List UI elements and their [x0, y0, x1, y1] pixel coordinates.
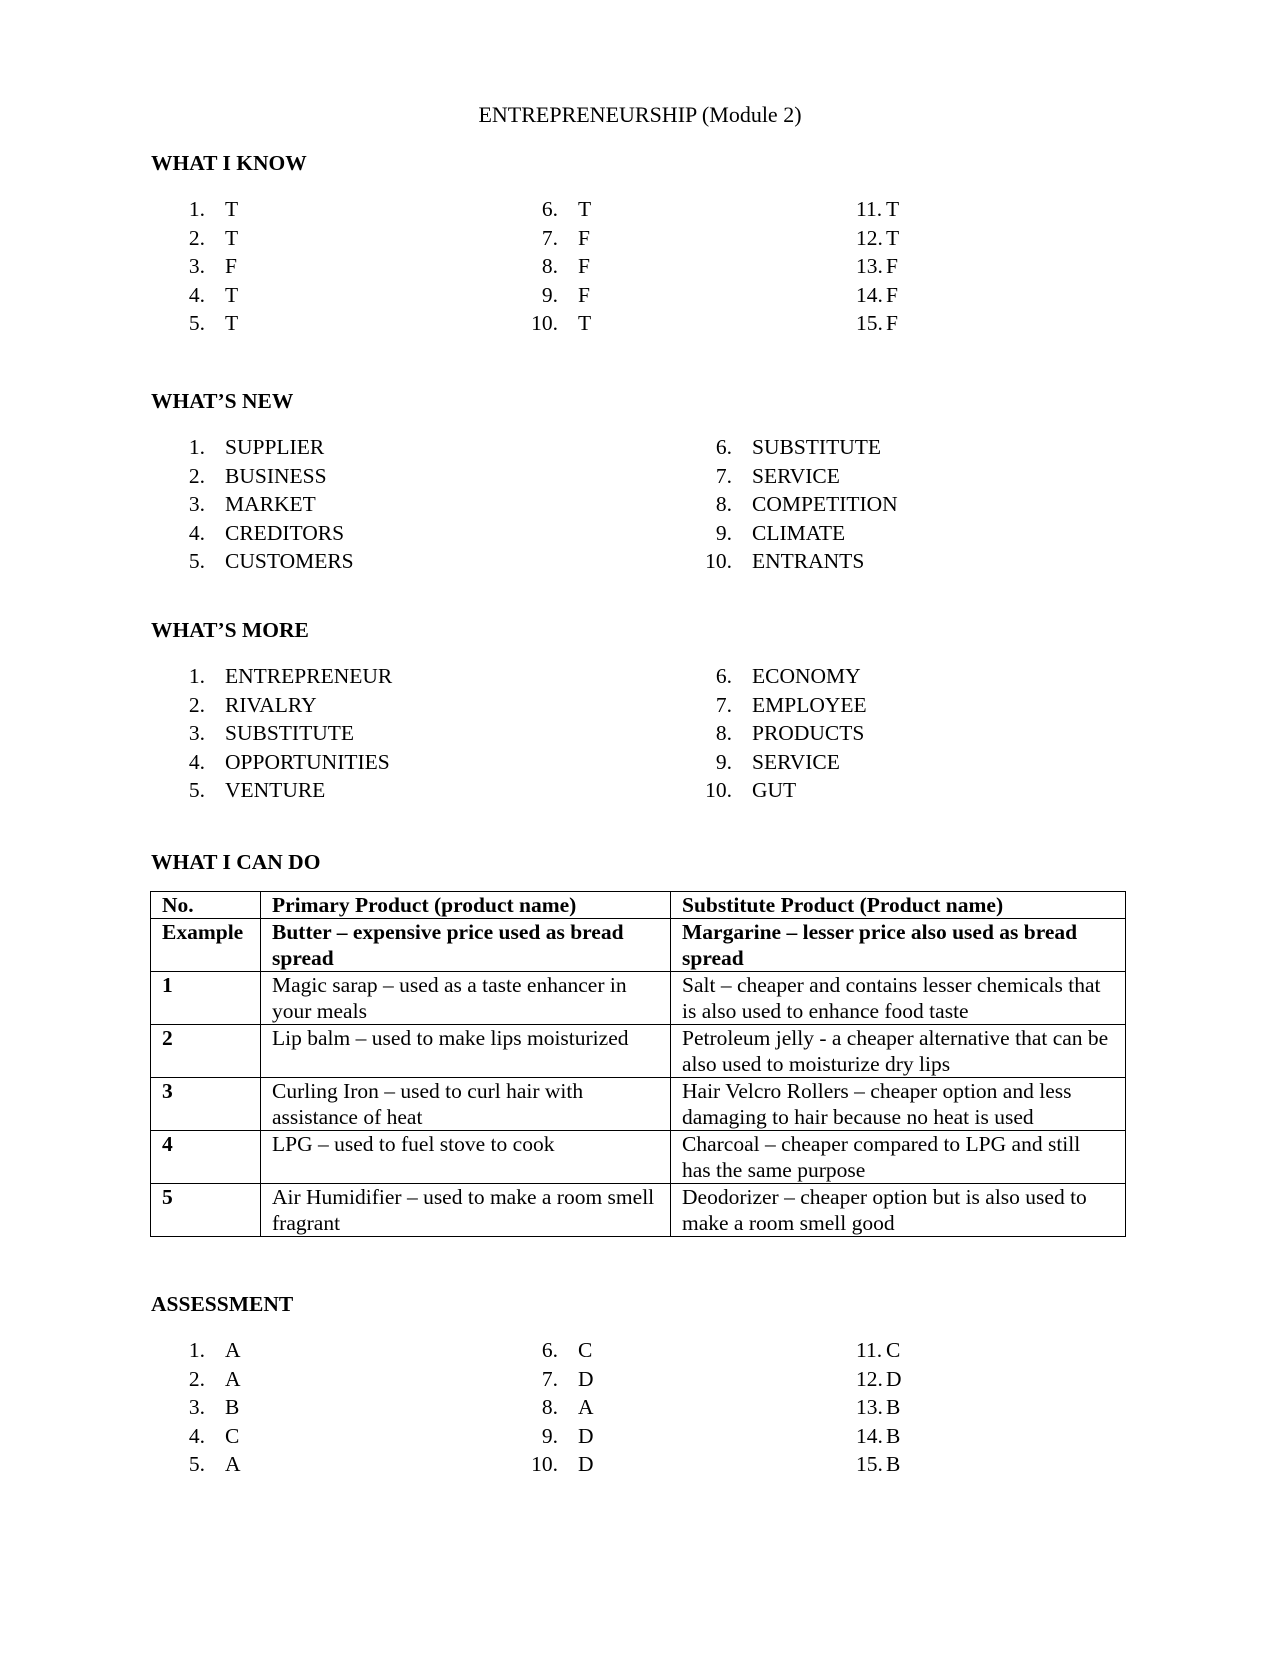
answer-text: C — [578, 1338, 593, 1362]
cell-substitute-product: Margarine – lesser price also used as bread spread — [671, 919, 1126, 972]
answer-text: T — [578, 197, 592, 221]
table-row — [151, 1131, 1126, 1184]
answer-item — [151, 778, 326, 809]
answer-number: 7. — [541, 1366, 558, 1391]
answer-number: 3. — [188, 492, 205, 516]
answer-item — [504, 1395, 594, 1426]
cell-substitute-product: Salt – cheaper and contains lesser chemicals that is also used to enhance food taste — [671, 972, 1126, 1025]
answer-number: 2. — [188, 225, 205, 250]
whats-more-col-2 — [678, 664, 867, 809]
answer-text: GUT — [752, 778, 797, 802]
answer-item — [151, 463, 327, 495]
answer-text: A — [225, 1452, 241, 1476]
section-heading-assessment: ASSESSMENT — [151, 1292, 294, 1316]
cell-primary-product: Air Humidifier – used to make a room smell fragrant — [261, 1184, 671, 1237]
answer-text: T — [886, 225, 900, 250]
answer-item — [151, 1338, 241, 1369]
answer-number: 7. — [541, 225, 558, 250]
answer-text: CREDITORS — [225, 520, 345, 545]
answer-text: BUSINESS — [225, 463, 327, 488]
answer-text: C — [225, 1423, 240, 1448]
answer-number: 6. — [715, 664, 732, 688]
answer-number: 4. — [188, 282, 205, 307]
answer-item — [504, 197, 592, 228]
answer-number: 10. — [705, 549, 732, 573]
section-heading-what-i-can-do: WHAT I CAN DO — [151, 850, 321, 874]
whats-new-col-2 — [678, 435, 898, 580]
answer-item — [151, 692, 317, 724]
answer-item — [151, 520, 345, 552]
section-heading-whats-new: WHAT’S NEW — [151, 389, 294, 413]
answer-text: ENTREPRENEUR — [225, 664, 393, 688]
answer-number: 8. — [715, 721, 732, 745]
cell-substitute-product: Deodorizer – cheaper option but is also used to make a room smell good — [671, 1184, 1126, 1237]
answer-number: 7. — [715, 692, 732, 717]
answer-item — [504, 254, 590, 285]
answer-item — [151, 664, 393, 695]
answer-number: 9. — [541, 1423, 558, 1448]
cell-primary-product: Butter – expensive price used as bread spread — [261, 919, 671, 972]
cell-number: Example — [151, 919, 261, 972]
answer-number: 3. — [188, 1395, 205, 1419]
answer-text: F — [886, 282, 898, 307]
what-i-know-col-1 — [151, 197, 239, 342]
answer-number: 5. — [188, 1452, 205, 1476]
answer-text: T — [225, 282, 239, 307]
answer-item — [151, 311, 239, 342]
cell-number: 3 — [151, 1078, 261, 1131]
answer-text: SUBSTITUTE — [752, 435, 881, 459]
answer-text: MARKET — [225, 492, 316, 516]
answer-item — [151, 549, 354, 580]
answer-number: 3. — [188, 254, 205, 278]
answer-number: 1. — [188, 1338, 205, 1362]
answer-text: OPPORTUNITIES — [225, 749, 390, 774]
answer-text: A — [578, 1395, 594, 1419]
answer-item — [678, 721, 865, 752]
answer-item — [678, 435, 881, 466]
answer-item — [678, 692, 867, 724]
answer-number: 9. — [541, 282, 558, 307]
answer-number: 2. — [188, 463, 205, 488]
answer-item — [151, 1423, 240, 1455]
answer-item — [504, 282, 590, 314]
answer-text: RIVALRY — [225, 692, 317, 717]
answer-text: T — [225, 225, 239, 250]
answer-number: 9. — [715, 749, 732, 774]
answer-number: 5. — [188, 778, 205, 802]
answer-item — [678, 749, 840, 781]
answer-text: T — [886, 197, 900, 221]
answer-number: 7. — [715, 463, 732, 488]
answer-text: T — [225, 197, 239, 221]
answer-number: 10. — [531, 1452, 558, 1476]
answer-text: B — [886, 1395, 901, 1419]
answer-item — [504, 1423, 594, 1455]
answer-item — [504, 1452, 594, 1483]
answer-text: SUPPLIER — [225, 435, 325, 459]
answer-number: 4. — [188, 749, 205, 774]
answer-text: F — [886, 311, 898, 335]
answer-text: F — [578, 282, 590, 307]
cell-primary-product: Magic sarap – used as a taste enhancer in your meals — [261, 972, 671, 1025]
answer-text: SUBSTITUTE — [225, 721, 354, 745]
cell-number: 4 — [151, 1131, 261, 1184]
answer-number: 3. — [188, 721, 205, 745]
answer-number: 8. — [541, 254, 558, 278]
answer-item — [504, 225, 590, 257]
answer-item — [151, 282, 239, 314]
cell-primary-product: Lip balm – used to make lips moisturized — [261, 1025, 671, 1078]
answer-number: 10. — [531, 311, 558, 335]
cell-primary-product: Curling Iron – used to curl hair with assistance of heat — [261, 1078, 671, 1131]
answer-text: CLIMATE — [752, 520, 846, 545]
table-row — [151, 1184, 1126, 1237]
answer-number: 1. — [188, 664, 205, 688]
answer-item — [678, 492, 898, 523]
cell-number: 1 — [151, 972, 261, 1025]
answer-text: F — [886, 254, 898, 278]
answer-text: D — [578, 1423, 594, 1448]
answer-text: D — [578, 1452, 594, 1476]
answer-item — [151, 492, 316, 523]
answer-number: 2. — [188, 1366, 205, 1391]
answer-item — [151, 225, 239, 257]
answer-text: B — [886, 1452, 901, 1476]
cell-number: 5 — [151, 1184, 261, 1237]
answer-text: B — [225, 1395, 240, 1419]
table-row — [151, 1078, 1126, 1131]
answer-text: C — [886, 1338, 901, 1362]
answer-number: 1. — [188, 435, 205, 459]
cell-number: No. — [151, 892, 261, 919]
answer-text: A — [225, 1338, 241, 1362]
answer-item — [678, 664, 861, 695]
answer-item — [678, 463, 840, 495]
answer-item — [151, 721, 354, 752]
table-example-row — [151, 919, 1126, 972]
table-row — [151, 1025, 1126, 1078]
answer-item — [678, 778, 797, 809]
answer-text: B — [886, 1423, 901, 1448]
answer-text: F — [225, 254, 237, 278]
assessment-col-2 — [504, 1338, 594, 1483]
answer-text: T — [225, 311, 239, 335]
answer-text: F — [578, 254, 590, 278]
answer-number: 4. — [188, 1423, 205, 1448]
cell-substitute-product: Petroleum jelly - a cheaper alternative that can be also used to moisturize dry lips — [671, 1025, 1126, 1078]
answer-text: A — [225, 1366, 241, 1391]
answer-text: VENTURE — [225, 778, 326, 802]
answer-number: 2. — [188, 692, 205, 717]
answer-number: 8. — [541, 1395, 558, 1419]
cell-primary-product: LPG – used to fuel stove to cook — [261, 1131, 671, 1184]
answer-item — [151, 749, 390, 781]
answer-number: 5. — [188, 549, 205, 573]
section-heading-whats-more: WHAT’S MORE — [151, 618, 309, 642]
cell-substitute-product: Charcoal – cheaper compared to LPG and still has the same purpose — [671, 1131, 1126, 1184]
answer-item — [504, 311, 592, 342]
answer-item — [151, 254, 237, 285]
section-heading-what-i-know: WHAT I KNOW — [151, 151, 307, 175]
answer-text: D — [578, 1366, 594, 1391]
answer-number: 5. — [188, 311, 205, 335]
answer-item — [151, 435, 325, 466]
table-header-row — [151, 892, 1126, 919]
cell-primary-product: Primary Product (product name) — [261, 892, 671, 919]
answer-number: 6. — [715, 435, 732, 459]
answer-number: 8. — [715, 492, 732, 516]
answer-number: 6. — [541, 1338, 558, 1362]
answer-number: 4. — [188, 520, 205, 545]
answer-item — [151, 1366, 241, 1398]
what-i-know-col-2 — [504, 197, 592, 342]
cell-substitute-product: Substitute Product (Product name) — [671, 892, 1126, 919]
whats-more-col-1 — [151, 664, 393, 809]
answer-number: 10. — [705, 778, 732, 802]
answer-item — [151, 197, 239, 228]
answer-text: ENTRANTS — [752, 549, 865, 573]
answer-item — [504, 1366, 594, 1398]
answer-item — [678, 549, 865, 580]
answer-item — [504, 1338, 593, 1369]
assessment-col-1 — [151, 1338, 241, 1483]
answer-text: SERVICE — [752, 463, 840, 488]
answer-number: 9. — [715, 520, 732, 545]
answer-text: EMPLOYEE — [752, 692, 867, 717]
cell-substitute-product: Hair Velcro Rollers – cheaper option and less damaging to hair because no heat is used — [671, 1078, 1126, 1131]
whats-new-col-1 — [151, 435, 354, 580]
answer-item — [151, 1395, 240, 1426]
answer-text: ECONOMY — [752, 664, 861, 688]
answer-text: PRODUCTS — [752, 721, 865, 745]
substitute-products-table — [150, 891, 1126, 1237]
page-title: ENTREPRENEURSHIP (Module 2) — [478, 102, 802, 127]
answer-item — [678, 520, 846, 552]
cell-number: 2 — [151, 1025, 261, 1078]
answer-number: 6. — [541, 197, 558, 221]
answer-item — [151, 1452, 241, 1483]
answer-text: F — [578, 225, 590, 250]
answer-text: CUSTOMERS — [225, 549, 354, 573]
answer-text: T — [578, 311, 592, 335]
answer-number: 1. — [188, 197, 205, 221]
answer-text: COMPETITION — [752, 492, 898, 516]
table-row — [151, 972, 1126, 1025]
answer-text: D — [886, 1366, 902, 1391]
answer-text: SERVICE — [752, 749, 840, 774]
